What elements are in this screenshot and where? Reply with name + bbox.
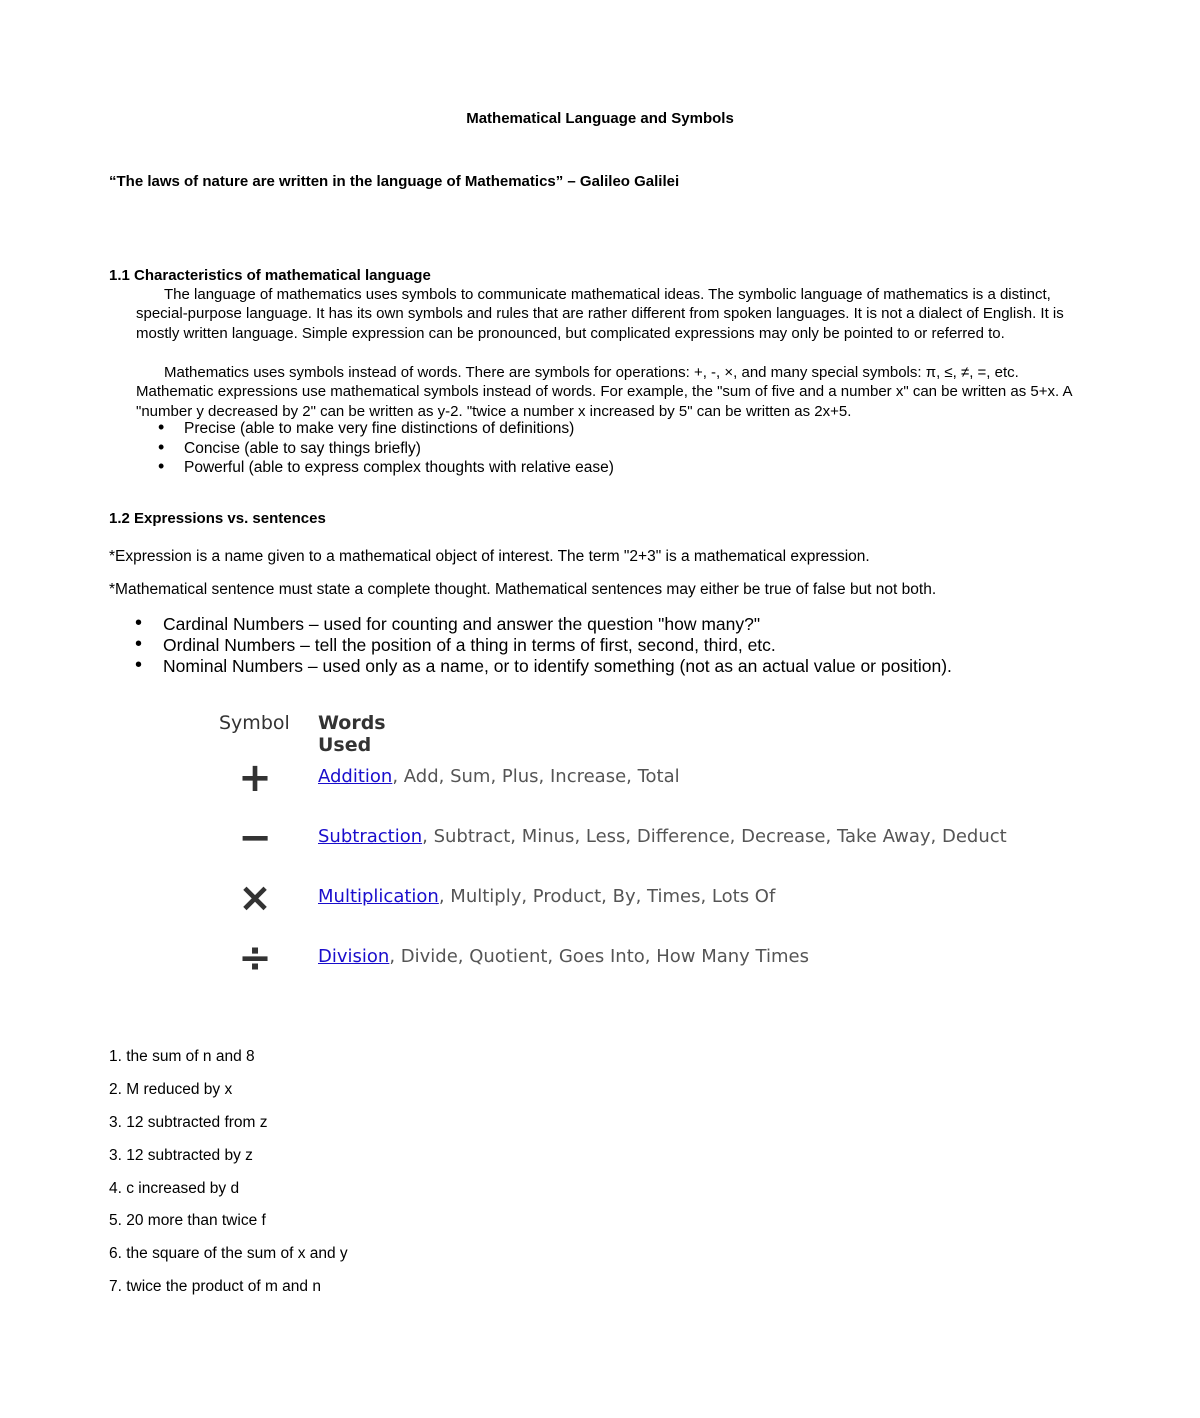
list-item: • Powerful (able to express complex thoughts with relative ease) — [158, 458, 614, 478]
section-heading-1-1: 1.1 Characteristics of mathematical language — [109, 267, 431, 284]
paragraph-symbols: Mathematics uses symbols instead of words. There are symbols for operations: +, -, ×, and many special symbols: π, ≤, ≠, =, etc. Mathematic expressions use mathematical symbols instead of words. For example, the "sum of five and a number x" can be written as 5+x. A "number y decreased by 2" can be written as y-2. "twice a number x increased by 5" can be written as 2x+5. — [136, 364, 1072, 420]
exercise-item: 3. 12 subtracted from z — [109, 1114, 268, 1131]
plus-icon: + — [238, 755, 272, 801]
subtraction-link[interactable]: Subtraction — [318, 826, 423, 847]
list-item: • Precise (able to make very fine distinctions of definitions) — [158, 419, 614, 439]
sentence-definition: *Mathematical sentence must state a complete thought. Mathematical sentences may either be true of false but not both. — [109, 581, 937, 598]
column-header-symbol: Symbol — [219, 712, 290, 734]
characteristics-list — [158, 419, 614, 478]
exercise-item: 2. M reduced by x — [109, 1081, 233, 1098]
divide-icon: ÷ — [238, 935, 272, 981]
number-types-list — [134, 614, 952, 677]
table-row: − Subtraction, Subtract, Minus, Less, Difference, Decrease, Take Away, Deduct — [238, 815, 1007, 861]
table-row: × Multiplication, Multiply, Product, By, Times, Lots Of — [238, 875, 776, 921]
exercise-item: 1. the sum of n and 8 — [109, 1048, 255, 1065]
addition-link[interactable]: Addition — [318, 766, 393, 787]
multiplication-link[interactable]: Multiplication — [318, 886, 439, 907]
division-link[interactable]: Division — [318, 946, 390, 967]
table-row: + Addition, Add, Sum, Plus, Increase, Total — [238, 755, 680, 801]
exercise-item: 7. twice the product of m and n — [109, 1278, 321, 1295]
section-heading-1-2: 1.2 Expressions vs. sentences — [109, 510, 326, 527]
list-item: • Ordinal Numbers – tell the position of a thing in terms of first, second, third, etc. — [134, 635, 952, 656]
exercise-item: 5. 20 more than twice f — [109, 1212, 266, 1229]
quote: “The laws of nature are written in the language of Mathematics” – Galileo Galilei — [109, 173, 680, 190]
exercise-item: 3. 12 subtracted by z — [109, 1147, 253, 1164]
column-header-words: Words Used — [318, 712, 386, 756]
minus-icon: − — [238, 815, 272, 861]
paragraph-language: The language of mathematics uses symbols to communicate mathematical ideas. The symbolic language of mathematics is a distinct, special-purpose language. It has its own symbols and rules that are rather different from spoken languages. It is not a dialect of English. It is mostly written language. Simple expression can be pronounced, but complicated expressions may only be pointed to or referred to. — [136, 286, 1064, 342]
list-item: • Nominal Numbers – used only as a name, or to identify something (not as an actual value or position). — [134, 656, 952, 677]
exercise-item: 6. the square of the sum of x and y — [109, 1245, 348, 1262]
list-item: • Concise (able to say things briefly) — [158, 439, 614, 459]
exercise-item: 4. c increased by d — [109, 1180, 240, 1197]
expression-definition: *Expression is a name given to a mathematical object of interest. The term "2+3" is a mathematical expression. — [109, 548, 870, 565]
table-row: ÷ Division, Divide, Quotient, Goes Into, How Many Times — [238, 935, 809, 981]
page-title: Mathematical Language and Symbols — [466, 110, 734, 127]
multiply-icon: × — [238, 875, 272, 921]
list-item: • Cardinal Numbers – used for counting and answer the question "how many?" — [134, 614, 952, 635]
